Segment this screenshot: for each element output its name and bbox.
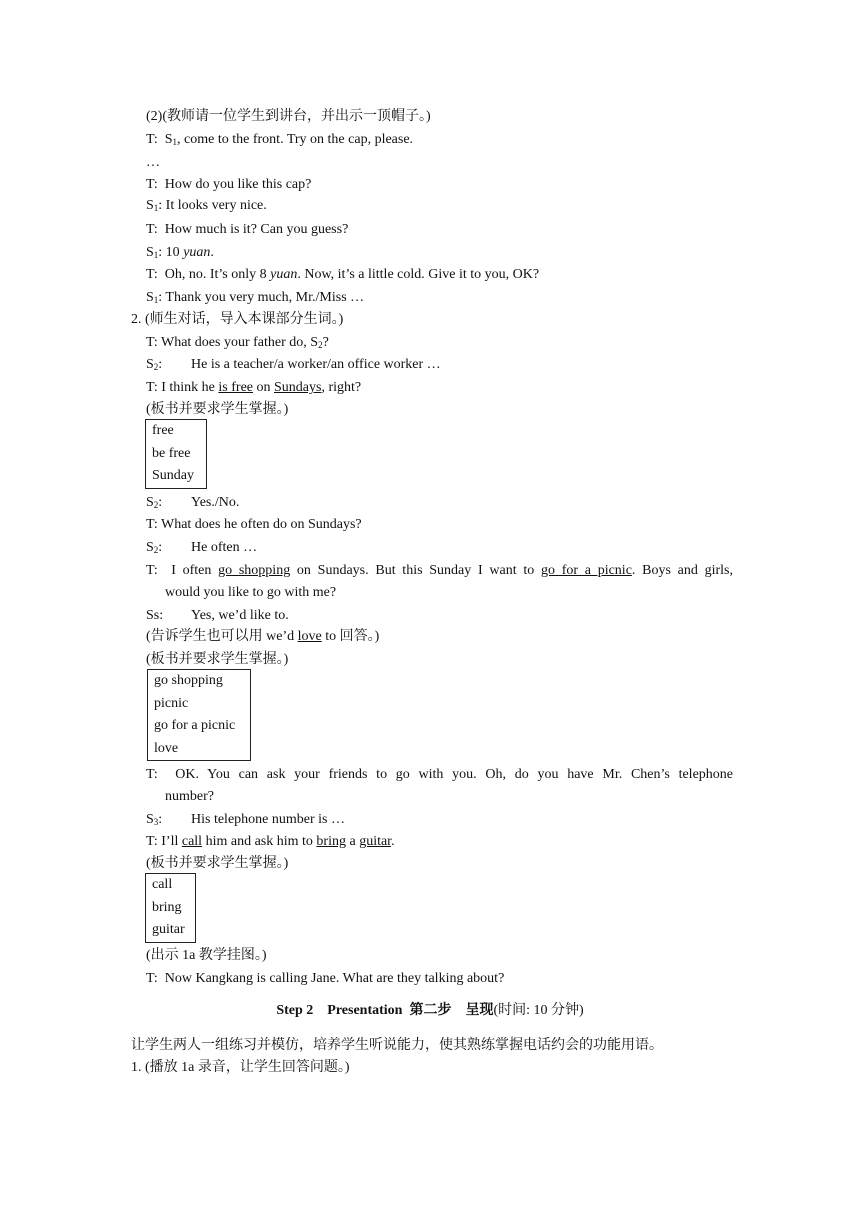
utterance: : 10 bbox=[158, 245, 184, 260]
speaker: S bbox=[146, 290, 154, 305]
speaker-colon: : bbox=[158, 357, 163, 372]
utterance: T: I think he bbox=[146, 380, 219, 395]
speaker: T: bbox=[146, 222, 158, 237]
dialogue-continuation: number? bbox=[165, 789, 214, 804]
speaker: S bbox=[146, 540, 154, 555]
vocab-box-2 bbox=[147, 669, 251, 761]
subscript: 2 bbox=[153, 362, 159, 372]
instruction-line: (板书并要求学生掌握。) bbox=[146, 856, 289, 871]
utterance: OK. You can ask your friends to go with you. Oh, do you have Mr. Chen’s telephone bbox=[175, 767, 734, 782]
vocab-box-3 bbox=[145, 873, 196, 943]
underlined-word: bring bbox=[316, 834, 346, 849]
utterance: on Sundays. But this Sunday I want to bbox=[290, 563, 541, 578]
speaker: S bbox=[146, 245, 154, 260]
instruction-line: (板书并要求学生掌握。) bbox=[146, 402, 289, 417]
utterance: . Boys and girls, bbox=[631, 563, 734, 578]
dialogue-line bbox=[146, 562, 733, 580]
vocab-item: free bbox=[152, 423, 174, 438]
utterance: Now Kangkang is calling Jane. What are they talking about? bbox=[164, 971, 505, 986]
speaker: T: bbox=[146, 177, 158, 192]
dialogue-line: T: What does he often do on Sundays? bbox=[146, 517, 362, 532]
speaker: T: bbox=[146, 971, 158, 986]
speaker-label bbox=[146, 356, 191, 376]
utterance: I often bbox=[171, 563, 219, 578]
dialogue-line bbox=[146, 221, 348, 239]
section-heading: 1. (播放 1a 录音，让学生回答问题。) bbox=[131, 1060, 350, 1075]
speaker: S bbox=[146, 495, 154, 510]
dialogue-line bbox=[146, 970, 504, 988]
vocab-item: love bbox=[154, 740, 179, 756]
vocab-item: guitar bbox=[152, 922, 185, 937]
section-heading: 2. (师生对话，导入本课部分生词。) bbox=[131, 312, 344, 327]
dialogue-line bbox=[146, 176, 311, 194]
dialogue-line bbox=[146, 766, 733, 784]
utterance: He often … bbox=[191, 540, 258, 555]
step-title-cn: 第二步 呈现 bbox=[409, 1003, 494, 1018]
dialogue-line bbox=[146, 379, 361, 397]
utterance: ? bbox=[322, 335, 329, 350]
utterance: on bbox=[253, 380, 274, 395]
utterance: him and ask him to bbox=[202, 834, 317, 849]
utterance: T: What does your father do, S bbox=[146, 335, 319, 350]
utterance: . bbox=[391, 834, 395, 849]
instruction-line: (板书并要求学生掌握。) bbox=[146, 652, 289, 667]
speaker-label bbox=[146, 539, 191, 559]
underlined-word: love bbox=[297, 629, 322, 644]
utterance: . bbox=[210, 245, 214, 260]
speaker: T: bbox=[146, 563, 158, 578]
underlined-word: Sundays bbox=[274, 380, 322, 395]
vocab-item: go shopping bbox=[154, 673, 223, 688]
speaker-label bbox=[146, 494, 191, 514]
utterance: , come to the front. Try on the cap, please. bbox=[177, 132, 414, 147]
underlined-word: guitar bbox=[359, 834, 392, 849]
utterance: He is a teacher/a worker/an office worker … bbox=[191, 357, 441, 372]
step-title: Step 2 Presentation bbox=[276, 1003, 403, 1018]
dialogue-line bbox=[146, 131, 413, 151]
step-heading bbox=[0, 1002, 860, 1020]
subscript: 1 bbox=[153, 203, 159, 213]
subscript: 2 bbox=[318, 340, 323, 350]
speaker-colon: : bbox=[158, 495, 163, 510]
vocab-item: be free bbox=[152, 445, 191, 461]
dialogue-line bbox=[146, 494, 239, 514]
instruction-line: (出示 1a 教学挂图。) bbox=[146, 948, 267, 963]
subscript: 2 bbox=[153, 545, 159, 555]
speaker: T: bbox=[146, 132, 158, 147]
paragraph: 让学生两人一组练习并模仿，培养学生听说能力，使其熟练掌握电话约会的功能用语。 bbox=[131, 1038, 663, 1053]
speaker-colon: : bbox=[158, 540, 163, 555]
vocab-item: go for a picnic bbox=[154, 718, 236, 733]
italic-word: yuan bbox=[183, 245, 211, 260]
utterance: Oh, no. It’s only 8 bbox=[164, 267, 271, 282]
utterance: Yes, we’d like to. bbox=[191, 608, 289, 623]
instruction-line: (2)(教师请一位学生到讲台，并出示一顶帽子。) bbox=[146, 109, 431, 124]
dialogue-line bbox=[146, 244, 214, 264]
vocab-item: picnic bbox=[154, 695, 189, 711]
utterance: How do you like this cap? bbox=[164, 177, 312, 192]
underlined-word: go for a picnic bbox=[540, 563, 632, 578]
speaker: Ss: bbox=[146, 608, 164, 623]
speaker-colon: : bbox=[158, 812, 163, 827]
utterance: Yes./No. bbox=[191, 495, 240, 510]
utterance: . Now, it’s a little cold. Give it to you, OK? bbox=[297, 267, 540, 282]
utterance: a bbox=[345, 834, 360, 849]
utterance: How much is it? Can you guess? bbox=[164, 222, 349, 237]
dialogue-line bbox=[146, 607, 289, 625]
speaker: T: bbox=[146, 267, 158, 282]
vocab-item: call bbox=[152, 877, 173, 892]
subscript: 1 bbox=[172, 137, 178, 147]
utterance: His telephone number is … bbox=[191, 812, 345, 827]
speaker: S bbox=[146, 357, 154, 372]
subscript: 1 bbox=[153, 250, 159, 260]
speaker: T: bbox=[146, 767, 158, 782]
ellipsis-line: … bbox=[146, 155, 160, 170]
underlined-word: call bbox=[181, 834, 203, 849]
speaker: S bbox=[146, 812, 154, 827]
vocab-box-1 bbox=[145, 419, 207, 489]
instruction-text: to 回答。) bbox=[321, 629, 380, 644]
italic-word: yuan bbox=[270, 267, 298, 282]
utterance: T: I’ll bbox=[146, 834, 182, 849]
subscript: 1 bbox=[153, 295, 159, 305]
speaker-label bbox=[146, 811, 191, 831]
speaker: S bbox=[146, 198, 154, 213]
dialogue-line bbox=[146, 197, 267, 217]
dialogue-line bbox=[146, 289, 364, 309]
dialogue-line bbox=[146, 811, 345, 831]
subscript: 2 bbox=[153, 500, 159, 510]
step-duration: (时间: 10 分钟) bbox=[493, 1003, 584, 1018]
speaker: S bbox=[164, 132, 173, 147]
instruction-text: (告诉学生也可以用 we’d bbox=[146, 629, 298, 644]
dialogue-line bbox=[146, 334, 329, 354]
vocab-item: bring bbox=[152, 899, 182, 915]
underlined-word: go shopping bbox=[218, 563, 291, 578]
subscript: 3 bbox=[153, 817, 159, 827]
underlined-word: is free bbox=[218, 380, 253, 395]
utterance: : It looks very nice. bbox=[158, 198, 267, 213]
utterance: , right? bbox=[321, 380, 362, 395]
dialogue-line bbox=[146, 833, 395, 851]
dialogue-line bbox=[146, 539, 257, 559]
dialogue-continuation: would you like to go with me? bbox=[165, 585, 337, 600]
vocab-item: Sunday bbox=[152, 468, 194, 483]
instruction-line bbox=[146, 628, 379, 646]
dialogue-line bbox=[146, 356, 441, 376]
utterance: : Thank you very much, Mr./Miss … bbox=[158, 290, 365, 305]
dialogue-line bbox=[146, 266, 539, 284]
